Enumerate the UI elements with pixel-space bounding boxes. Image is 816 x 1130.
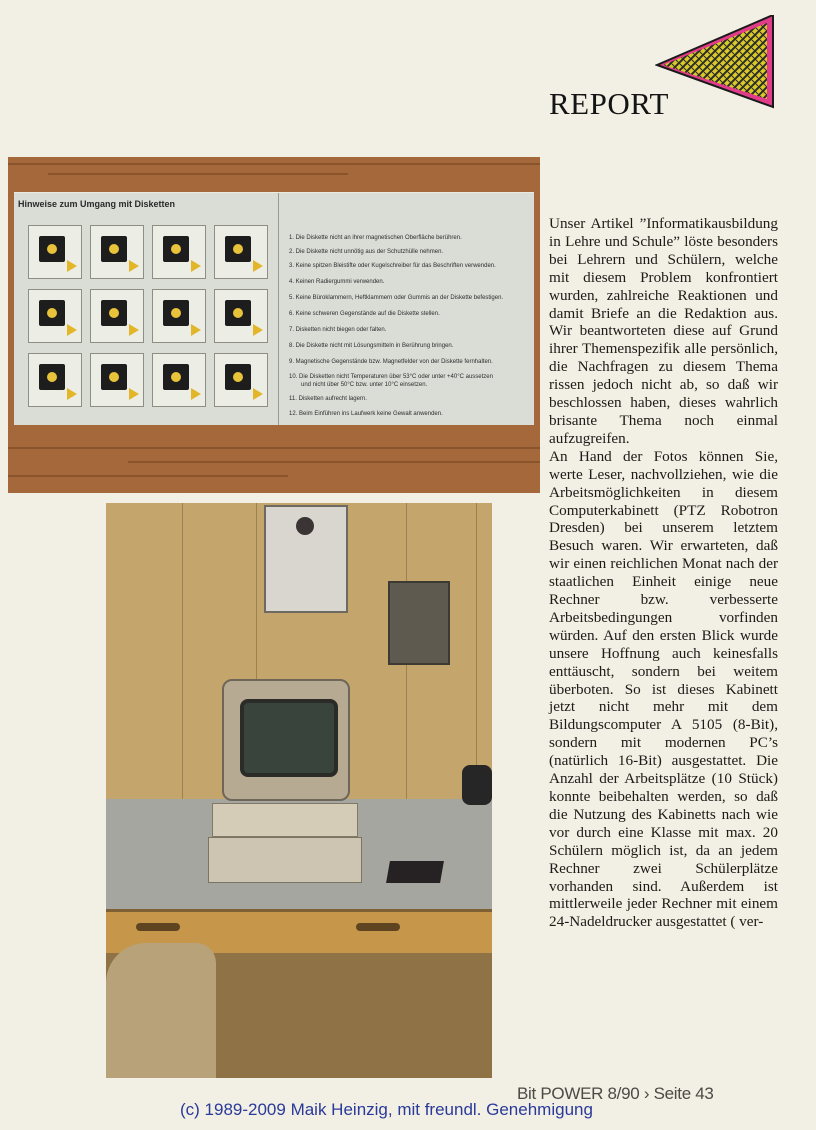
photo-diskette-poster	[8, 157, 540, 493]
article-paragraph: Unser Artikel ”Informatikausbildung in Lehre und Schule” löste besonders bei Lehrern und Schülern, welche mit diesem Problem konfrontiert wurden, zahlreiche Reaktionen und damit Briefe an die Redaktion aus. Wir beantworteten diese auf Grund ihrer Themenspezifik alle persönlich, die Nachfragen zu diesem Thema rissen jedoch nicht ab, so daß wir beschlossen haben, dieses wahrlich brisante Thema noch einmal aufzugreifen.	[549, 215, 778, 447]
article-paragraph: An Hand der Fotos können Sie, werte Leser, nachvollziehen, wie die Arbeitsmöglichkeiten in diesem Computerkabinett (PTZ Robotron Dresden) bei unserem letztem Besuch waren. Wir erwarteten, daß wir einen reichlichen Monat nach der staatlichen Einheit einige neue Rechner bzw. verbesserte Arbeitsbedingungen vorfinden würden. Auf den ersten Blick wurde unsere Hoffnung auch keinesfalls enttäuscht, sondern bei weitem überboten. So ist dieses Kabinett jetzt nicht mehr mit dem Bildungscomputer A 5105 (8-Bit), sondern mit modernen PC’s (natürlich 16-Bit) ausgestattet. Die Anzahl der Arbeitsplätze (10 Stück) konnte beibehalten werden, so daß die Nutzung des Kabinetts nach wie vor durch eine Klasse mit max. 20 Schülern möglich ist, da an jedem Rechner zwei Schülerplätze vorhanden sind. Außerdem ist mittlerweile jeder Rechner mit einem 24-Nadeldrucker ausgestattet ( ver-	[549, 447, 778, 931]
poster-rule: 6. Keine schweren Gegenstände auf die Diskette stellen.	[289, 311, 440, 317]
crt-monitor	[222, 679, 350, 801]
poster-rule: 9. Magnetische Gegenstände bzw. Magnetfelder von der Diskette fernhalten.	[289, 359, 493, 365]
bag	[462, 765, 492, 805]
computer-unit	[212, 803, 358, 837]
poster-rule: 3. Keine spitzen Bleistifte oder Kugelschreiber für das Beschriften verwenden.	[289, 263, 496, 269]
poster-rule: 1. Die Diskette nicht an ihrer magnetischen Oberfläche berühren.	[289, 235, 462, 241]
page-footer: Bit POWER 8/90 › Seite 43	[517, 1084, 714, 1103]
diskette-pictogram	[28, 353, 82, 407]
poster-rule: 7. Disketten nicht biegen oder falten.	[289, 327, 387, 333]
keyboard	[208, 837, 362, 883]
poster-rule: 5. Keine Büroklammern, Heftklammern oder Gummis an der Diskette befestigen.	[289, 295, 504, 301]
poster-rule: 2. Die Diskette nicht unnötig aus der Schutzhülle nehmen.	[289, 249, 444, 255]
section-title: REPORT	[549, 86, 669, 121]
diskette-pictogram	[90, 289, 144, 343]
diskette-box	[386, 861, 444, 883]
poster-rule: 10. Die Disketten nicht Temperaturen über 53°C oder unter +40°C aussetzen	[289, 374, 493, 380]
photo-computer-lab	[106, 503, 492, 1078]
report-badge-graphic	[655, 15, 775, 110]
article-body	[549, 215, 778, 931]
poster-rule: 8. Die Diskette nicht mit Lösungsmitteln in Berührung bringen.	[289, 343, 454, 349]
diskette-pictogram	[28, 225, 82, 279]
diskette-pictogram	[90, 353, 144, 407]
poster-rule: 4. Keinen Radiergummi verwenden.	[289, 279, 385, 285]
diskette-poster	[14, 192, 534, 425]
drawer-handle	[356, 923, 400, 931]
copyright-notice: (c) 1989-2009 Maik Heinzig, mit freundl. Genehmigung	[180, 1100, 593, 1119]
diskette-pictogram	[90, 225, 144, 279]
diskette-pictogram	[152, 225, 206, 279]
poster-rule: und nicht über 50°C bzw. unter 10°C einsetzen.	[301, 382, 428, 388]
diskette-pictogram	[214, 353, 268, 407]
poster-title: Hinweise zum Umgang mit Disketten	[18, 199, 176, 209]
diskette-pictogram	[28, 289, 82, 343]
wall-poster	[264, 505, 348, 613]
diskette-pictogram	[214, 289, 268, 343]
chair	[106, 943, 216, 1078]
drawer-handle	[136, 923, 180, 931]
diskette-pictogram	[152, 289, 206, 343]
diskette-pictogram	[214, 225, 268, 279]
wall-speaker	[388, 581, 450, 665]
poster-rule: 12. Beim Einführen ins Laufwerk keine Gewalt anwenden.	[289, 411, 443, 417]
poster-divider	[278, 193, 279, 425]
poster-rule: 11. Disketten aufrecht lagern.	[289, 396, 367, 402]
diskette-pictogram	[152, 353, 206, 407]
